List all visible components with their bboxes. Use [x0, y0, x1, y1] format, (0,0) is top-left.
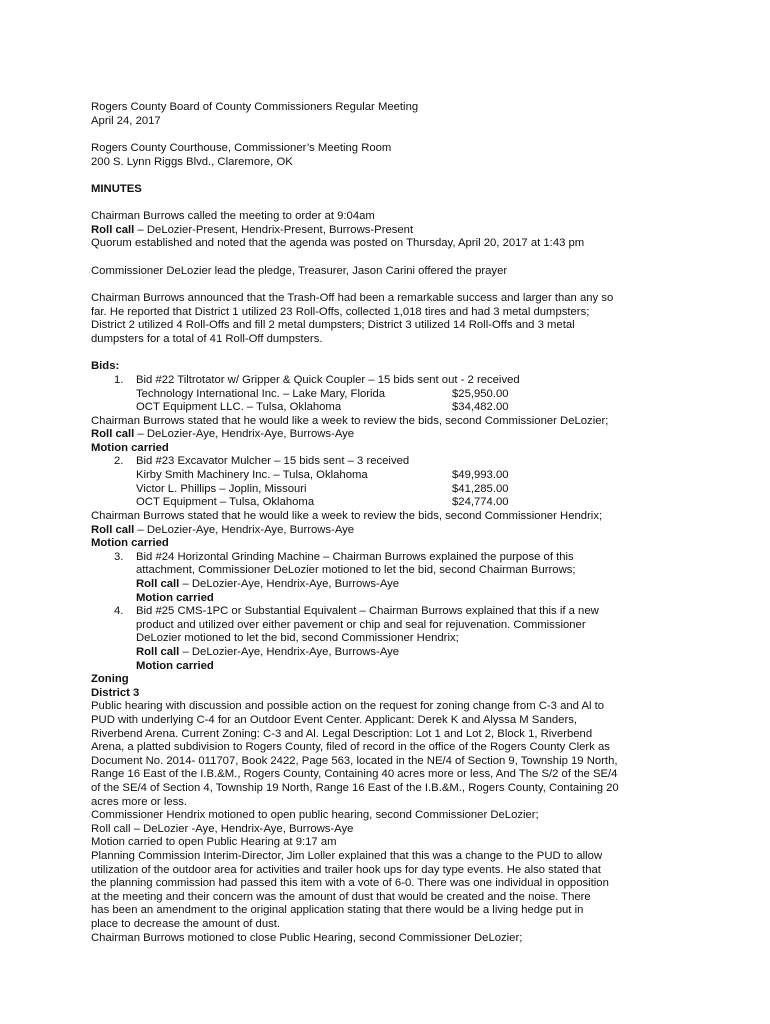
meeting-date: April 24, 2017 — [91, 115, 161, 127]
vendor-amount: $41,285.00 — [452, 483, 509, 495]
zoning-line: Chairman Burrows motioned to close Public Hearing, second Commissioner DeLozier; — [91, 932, 523, 944]
roll-call-label: Roll call — [91, 524, 135, 536]
vendor-amount: $34,482.00 — [452, 401, 509, 413]
zoning-heading: Zoning — [91, 673, 129, 685]
zoning-line: the planning commission had passed this item with a vote of 6-0. There was one individual in opposition — [91, 877, 609, 889]
roll-call-label: Roll call — [136, 646, 180, 658]
roll-call-line — [136, 578, 399, 592]
roll-call-text: – DeLozier-Aye, Hendrix-Aye, Burrows-Aye — [179, 646, 400, 658]
paragraph-line: dumpsters for a total of 41 Roll-Off dumpsters. — [91, 333, 323, 345]
motion-carried: Motion carried — [91, 537, 169, 549]
list-number: 3. — [114, 551, 124, 563]
minutes-heading: MINUTES — [91, 183, 142, 195]
bid-text: DeLozier motioned to let the bid, second Commissioner Hendrix; — [136, 632, 459, 644]
quorum-line: Quorum established and noted that the agenda was posted on Thursday, April 20, 2017 at 1:43 pm — [91, 237, 585, 249]
zoning-line: Range 16 East of the I.B.&M., Rogers County, Containing 40 acres more or less, And The S/2 of the SE/4 — [91, 768, 618, 780]
zoning-line: of the SE/4 of Section 4, Township 19 North, Range 16 East of the I.B.&M., Rogers County, Containing 20 — [91, 782, 619, 794]
roll-call-label: Roll call — [136, 578, 180, 590]
paragraph-line: District 2 utilized 4 Roll-Offs and fill 2 metal dumpsters; District 3 utilized 14 Roll-Offs and 3 metal — [91, 319, 575, 331]
bid-statement: Chairman Burrows stated that he would like a week to review the bids, second Commissioner Hendrix; — [91, 510, 603, 522]
vendor-name: OCT Equipment – Tulsa, Oklahoma — [136, 496, 315, 508]
bid-text: Bid #25 CMS-1PC or Substantial Equivalent – Chairman Burrows explained that this if a new — [136, 605, 599, 617]
motion-carried: Motion carried — [136, 592, 214, 604]
roll-call-text: – DeLozier-Aye, Hendrix-Aye, Burrows-Aye — [179, 578, 400, 590]
vendor-amount: $24,774.00 — [452, 496, 509, 508]
roll-call-line — [136, 646, 399, 660]
bid-title: Bid #23 Excavator Mulcher – 15 bids sent – 3 received — [136, 455, 410, 467]
bid-text: product and utilized over either pavement or chip and seal for rejuvenation. Commissioner — [136, 619, 586, 631]
pledge-line: Commissioner DeLozier lead the pledge, Treasurer, Jason Carini offered the prayer — [91, 265, 508, 277]
motion-carried: Motion carried — [91, 442, 169, 454]
zoning-line: Motion carried to open Public Hearing at 9:17 am — [91, 836, 337, 848]
bid-title: Bid #22 Tiltrotator w/ Gripper & Quick Coupler – 15 bids sent out - 2 received — [136, 374, 520, 386]
list-number: 4. — [114, 605, 124, 617]
bids-heading: Bids: — [91, 360, 120, 372]
bid-statement: Chairman Burrows stated that he would like a week to review the bids, second Commissioner DeLozier; — [91, 415, 609, 427]
roll-call-label: Roll call — [91, 428, 135, 440]
zoning-line: Roll call – DeLozier -Aye, Hendrix-Aye, Burrows-Aye — [91, 823, 354, 835]
roll-call-label: Roll call — [91, 224, 135, 236]
zoning-line: Arena, a platted subdivision to Rogers County, filed of record in the office of the Rogers County Clerk as — [91, 741, 610, 753]
zoning-line: has been an amendment to the original application stating that there would be a living hedge put in — [91, 904, 584, 916]
roll-call-line — [91, 428, 354, 442]
zoning-line: place to decrease the amount of dust. — [91, 918, 281, 930]
call-to-order: Chairman Burrows called the meeting to order at 9:04am — [91, 210, 375, 222]
motion-carried: Motion carried — [136, 660, 214, 672]
roll-call-text: – DeLozier-Aye, Hendrix-Aye, Burrows-Aye — [134, 428, 355, 440]
meeting-title: Rogers County Board of County Commissioners Regular Meeting — [91, 101, 419, 113]
vendor-name: OCT Equipment LLC. – Tulsa, Oklahoma — [136, 401, 342, 413]
paragraph-line: Chairman Burrows announced that the Trash-Off had been a remarkable success and larger than any so — [91, 292, 614, 304]
vendor-name: Kirby Smith Machinery Inc. – Tulsa, Oklahoma — [136, 469, 368, 481]
list-number: 2. — [114, 455, 124, 467]
roll-call-text: – DeLozier-Present, Hendrix-Present, Burrows-Present — [134, 224, 414, 236]
zoning-line: at the meeting and their concern was the amount of dust that would be created and the noise. There — [91, 891, 591, 903]
meeting-location: Rogers County Courthouse, Commissioner’s Meeting Room — [91, 142, 392, 154]
zoning-line: utilization of the outdoor area for activities and trailer hook ups for day type events. He also stated that — [91, 864, 601, 876]
zoning-line: Planning Commission Interim-Director, Jim Loller explained that this was a change to the PUD to allow — [91, 850, 603, 862]
meeting-address: 200 S. Lynn Riggs Blvd., Claremore, OK — [91, 156, 293, 168]
bid-text: attachment, Commissioner DeLozier motioned to let the bid, second Chairman Burrows; — [136, 564, 576, 576]
vendor-name: Victor L. Phillips – Joplin, Missouri — [136, 483, 307, 495]
vendor-name: Technology International Inc. – Lake Mary, Florida — [136, 388, 386, 400]
zoning-line: acres more or less. — [91, 796, 188, 808]
paragraph-line: far. He reported that District 1 utilized 23 Roll-Offs, collected 1,018 tires and had 3 metal dumpsters; — [91, 306, 590, 318]
roll-call-line — [91, 224, 413, 238]
vendor-amount: $49,993.00 — [452, 469, 509, 481]
roll-call-text: – DeLozier-Aye, Hendrix-Aye, Burrows-Aye — [134, 524, 355, 536]
bid-text: Bid #24 Horizontal Grinding Machine – Chairman Burrows explained the purpose of this — [136, 551, 574, 563]
zoning-line: Riverbend Arena. Current Zoning: C-3 and Al. Legal Description: Lot 1 and Lot 2, Block 1, Riverbend — [91, 728, 593, 740]
zoning-line: PUD with underlying C-4 for an Outdoor Event Center. Applicant: Derek K and Alyssa M Sanders, — [91, 714, 578, 726]
list-number: 1. — [114, 374, 124, 386]
zoning-line: Document No. 2014- 011707, Book 2422, Page 563, located in the NE/4 of Section 9, Township 19 North, — [91, 755, 618, 767]
roll-call-line — [91, 524, 354, 538]
vendor-amount: $25,950.00 — [452, 388, 509, 400]
district-heading: District 3 — [91, 687, 140, 699]
zoning-line: Public hearing with discussion and possible action on the request for zoning change from C-3 and Al to — [91, 700, 605, 712]
zoning-line: Commissioner Hendrix motioned to open public hearing, second Commissioner DeLozier; — [91, 809, 539, 821]
